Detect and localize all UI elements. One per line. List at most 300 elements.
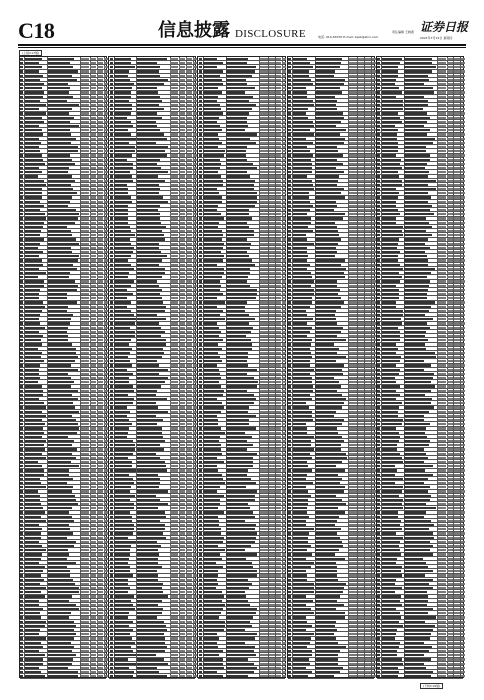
table-cell [170, 671, 178, 673]
table-cell [81, 87, 89, 89]
table-cell [349, 339, 357, 341]
table-cell [170, 633, 178, 635]
table-cell [276, 419, 282, 421]
table-cell [170, 642, 178, 644]
table-cell [349, 163, 357, 165]
table-cell [81, 133, 89, 135]
table-cell [365, 621, 371, 623]
table-cell [186, 377, 192, 379]
table-cell [48, 360, 75, 362]
table-cell [365, 360, 371, 362]
table-cell [25, 457, 46, 459]
table-cell [365, 469, 371, 471]
table-cell [260, 112, 268, 114]
table-cell [170, 121, 178, 123]
table-cell [179, 650, 185, 652]
table-cell [203, 180, 223, 182]
table-cell [170, 675, 178, 677]
table-cell [260, 558, 268, 560]
table-cell [349, 133, 357, 135]
table-cell [315, 129, 345, 131]
table-cell [25, 570, 43, 572]
table-cell [110, 222, 113, 224]
table-cell [81, 201, 89, 203]
table-cell [97, 343, 103, 345]
table-cell [260, 108, 268, 110]
table-cell [358, 125, 364, 127]
table-cell [260, 154, 268, 156]
table-cell [269, 167, 275, 169]
table-cell [269, 545, 275, 547]
table-cell [114, 436, 127, 438]
table-cell [199, 671, 202, 673]
table-cell [179, 314, 185, 316]
table-cell [25, 629, 40, 631]
table-cell [269, 419, 275, 421]
table-cell [404, 70, 432, 72]
table-cell [315, 394, 342, 396]
table-cell [25, 369, 39, 371]
table-cell [48, 369, 78, 371]
table-cell [260, 432, 268, 434]
table-cell [288, 423, 291, 425]
table-cell [349, 205, 357, 207]
table-cell [90, 247, 96, 249]
table-cell [97, 394, 103, 396]
table-cell [293, 184, 314, 186]
table-cell [114, 591, 128, 593]
table-cell [269, 196, 275, 198]
table-cell [358, 671, 364, 673]
table-cell [276, 75, 282, 77]
table-cell [137, 381, 165, 383]
table-cell [110, 432, 113, 434]
table-cell [81, 238, 89, 240]
table-cell [114, 310, 131, 312]
table-cell [199, 255, 202, 257]
table-cell [179, 205, 185, 207]
table-cell [365, 541, 371, 543]
table-column [376, 56, 464, 678]
table-cell [365, 108, 371, 110]
table-cell [365, 532, 371, 534]
table-cell [186, 129, 192, 131]
table-cell [438, 83, 446, 85]
table-cell [114, 398, 134, 400]
table-cell [269, 79, 275, 81]
table-cell [404, 83, 423, 85]
table-cell [90, 150, 96, 152]
table-cell [179, 385, 185, 387]
table-cell [81, 616, 89, 618]
table-cell [179, 234, 185, 236]
disclosure-table [19, 50, 465, 680]
table-cell [288, 276, 291, 278]
table-cell [203, 486, 220, 488]
table-cell [365, 104, 371, 106]
table-cell [203, 503, 220, 505]
table-cell [81, 385, 89, 387]
table-cell [25, 469, 44, 471]
table-cell [81, 146, 89, 148]
table-cell [269, 117, 275, 119]
table-cell [20, 621, 23, 623]
table-cell [269, 121, 275, 123]
table-cell [110, 213, 113, 215]
table-cell [170, 167, 178, 169]
table-cell [81, 171, 89, 173]
table-cell [179, 285, 185, 287]
table-cell [315, 133, 340, 135]
table-cell [203, 562, 216, 564]
table-cell [199, 180, 202, 182]
table-cell [114, 507, 134, 509]
table-cell [137, 280, 157, 282]
table-cell [25, 75, 43, 77]
table-cell [276, 402, 282, 404]
table-cell [288, 117, 291, 119]
table-cell [137, 406, 158, 408]
table-cell [260, 209, 268, 211]
table-cell [226, 616, 252, 618]
table-cell [170, 243, 178, 245]
table-cell [110, 461, 113, 463]
table-cell [81, 486, 89, 488]
table-cell [404, 117, 429, 119]
table-cell [25, 104, 46, 106]
table-cell [293, 490, 309, 492]
table-cell [114, 604, 133, 606]
table-cell [25, 373, 39, 375]
table-cell [293, 159, 312, 161]
table-cell [110, 66, 113, 68]
table-cell [114, 121, 131, 123]
table-cell [226, 419, 249, 421]
table-cell [48, 234, 72, 236]
table-cell [269, 448, 275, 450]
table-cell [260, 608, 268, 610]
table-cell [97, 331, 103, 333]
table-cell [293, 293, 314, 295]
table-cell [90, 469, 96, 471]
table-cell [365, 293, 371, 295]
table-cell [293, 646, 308, 648]
table-cell [97, 306, 103, 308]
table-cell [260, 301, 268, 303]
table-cell [110, 331, 113, 333]
table-cell [97, 104, 103, 106]
table-cell [288, 537, 291, 539]
table-cell [199, 167, 202, 169]
table-cell [110, 600, 113, 602]
table-cell [137, 306, 166, 308]
table-cell [170, 259, 178, 261]
table-cell [226, 289, 257, 291]
table-cell [48, 301, 77, 303]
table-cell [25, 654, 45, 656]
table-cell [269, 192, 275, 194]
table-cell [20, 461, 23, 463]
table-cell [454, 79, 460, 81]
table-cell [114, 58, 131, 60]
table-cell [179, 478, 185, 480]
page-number: C18 [18, 18, 55, 43]
table-cell [276, 482, 282, 484]
table-cell [110, 104, 113, 106]
table-cell [137, 369, 168, 371]
table-cell [226, 507, 250, 509]
table-cell [269, 461, 275, 463]
table-cell [97, 87, 103, 89]
table-cell [48, 129, 70, 131]
table-cell [365, 637, 371, 639]
table-cell [25, 440, 47, 442]
table-cell [81, 364, 89, 366]
table-cell [20, 129, 23, 131]
table-cell [90, 167, 96, 169]
table-cell [377, 133, 380, 135]
table-cell [25, 171, 42, 173]
table-cell [25, 637, 46, 639]
table-cell [226, 259, 252, 261]
table-cell [25, 427, 43, 429]
table-cell [269, 507, 275, 509]
table-cell [260, 411, 268, 413]
table-cell [269, 230, 275, 232]
table-cell [226, 243, 251, 245]
table-cell [186, 566, 192, 568]
table-cell [48, 474, 69, 476]
table-cell [48, 322, 71, 324]
table-cell [276, 474, 282, 476]
table-cell [288, 91, 291, 93]
table-cell [276, 192, 282, 194]
table-cell [276, 226, 282, 228]
table-cell [315, 537, 339, 539]
table-cell [349, 297, 357, 299]
table-cell [25, 574, 41, 576]
table-cell [81, 587, 89, 589]
table-cell [315, 528, 341, 530]
table-cell [114, 146, 134, 148]
table-column [287, 56, 375, 678]
table-cell [81, 432, 89, 434]
table-cell [97, 390, 103, 392]
table-cell [179, 306, 185, 308]
table-cell [179, 524, 185, 526]
table-cell [48, 558, 67, 560]
table-cell [288, 658, 291, 660]
table-cell [203, 406, 224, 408]
table-cell [97, 293, 103, 295]
table-cell [461, 75, 465, 77]
table-cell [269, 663, 275, 665]
table-cell [288, 301, 291, 303]
table-cell [186, 604, 192, 606]
table-cell [199, 364, 202, 366]
table-cell [110, 583, 113, 585]
table-cell [137, 650, 165, 652]
table-cell [358, 440, 364, 442]
table-cell [293, 499, 308, 501]
table-cell [186, 297, 192, 299]
table-cell [179, 448, 185, 450]
table-cell [260, 268, 268, 270]
table-cell [358, 457, 364, 459]
table-cell [170, 385, 178, 387]
table-cell [81, 532, 89, 534]
table-cell [358, 192, 364, 194]
table-cell [110, 62, 113, 64]
table-cell [97, 373, 103, 375]
table-cell [315, 478, 342, 480]
table-cell [358, 495, 364, 497]
table-cell [25, 566, 45, 568]
table-cell [315, 612, 345, 614]
table-cell [179, 243, 185, 245]
table-cell [349, 440, 357, 442]
table-cell [447, 150, 453, 152]
table-cell [110, 230, 113, 232]
table-cell [203, 310, 223, 312]
table-cell [179, 171, 185, 173]
table-cell [81, 650, 89, 652]
table-cell [315, 436, 342, 438]
table-cell [186, 562, 192, 564]
table-cell [358, 574, 364, 576]
table-cell [186, 150, 192, 152]
table-cell [226, 448, 247, 450]
table-cell [276, 516, 282, 518]
table-cell [203, 432, 224, 434]
table-cell [438, 104, 446, 106]
table-cell [25, 381, 38, 383]
table-cell [199, 125, 202, 127]
table-cell [260, 385, 268, 387]
table-cell [203, 159, 220, 161]
table-cell [269, 289, 275, 291]
table-cell [358, 339, 364, 341]
table-cell [81, 314, 89, 316]
table-cell [276, 579, 282, 581]
table-cell [199, 331, 202, 333]
table-cell [81, 595, 89, 597]
table-cell [186, 650, 192, 652]
table-cell [203, 163, 221, 165]
table-cell [288, 667, 291, 669]
table-cell [90, 159, 96, 161]
table-cell [358, 213, 364, 215]
table-cell [90, 604, 96, 606]
table-cell [315, 222, 335, 224]
table-cell [81, 604, 89, 606]
table-cell [358, 633, 364, 635]
table-cell [288, 70, 291, 72]
table-cell [260, 167, 268, 169]
table-cell [48, 432, 77, 434]
table-cell [25, 465, 42, 467]
table-cell [315, 343, 334, 345]
table-cell [90, 490, 96, 492]
table-cell [199, 301, 202, 303]
table-cell [377, 104, 380, 106]
table-cell [20, 306, 23, 308]
table-cell [349, 222, 357, 224]
table-cell [137, 583, 163, 585]
table-cell [349, 423, 357, 425]
table-cell [293, 444, 312, 446]
table-cell [260, 516, 268, 518]
table-cell [226, 490, 257, 492]
table-cell [260, 175, 268, 177]
table-cell [179, 213, 185, 215]
table-cell [137, 457, 160, 459]
table-cell [226, 385, 257, 387]
table-cell [260, 520, 268, 522]
table-cell [137, 629, 167, 631]
table-cell [288, 138, 291, 140]
table-cell [186, 104, 192, 106]
table-cell [349, 444, 357, 446]
table-cell [81, 62, 89, 64]
table-cell [170, 360, 178, 362]
table-cell [260, 70, 268, 72]
table-cell [260, 100, 268, 102]
table-cell [20, 343, 23, 345]
table-cell [48, 469, 69, 471]
table-cell [186, 621, 192, 623]
table-cell [199, 616, 202, 618]
table-cell [199, 238, 202, 240]
table-cell [260, 377, 268, 379]
table-cell [349, 280, 357, 282]
table-cell [203, 306, 217, 308]
table-cell [199, 381, 202, 383]
table-cell [170, 247, 178, 249]
table-cell [110, 247, 113, 249]
table-cell [226, 264, 255, 266]
table-cell [365, 545, 371, 547]
table-cell [315, 482, 339, 484]
table-cell [97, 675, 103, 677]
table-cell [90, 532, 96, 534]
table-cell [438, 108, 446, 110]
table-cell [199, 663, 202, 665]
table-cell [288, 558, 291, 560]
table-cell [170, 205, 178, 207]
table-cell [358, 377, 364, 379]
table-cell [269, 503, 275, 505]
table-cell [454, 62, 460, 64]
table-cell [260, 222, 268, 224]
table-cell [110, 209, 113, 211]
table-cell [81, 251, 89, 253]
table-cell [20, 574, 23, 576]
table-cell [358, 453, 364, 455]
table-cell [48, 385, 72, 387]
table-cell [269, 352, 275, 354]
table-cell [170, 503, 178, 505]
table-cell [97, 272, 103, 274]
table-cell [454, 167, 460, 169]
table-cell [293, 637, 311, 639]
table-cell [260, 469, 268, 471]
table-cell [179, 87, 185, 89]
table-cell [20, 629, 23, 631]
table-cell [365, 625, 371, 627]
table-cell [199, 297, 202, 299]
table-cell [288, 348, 291, 350]
